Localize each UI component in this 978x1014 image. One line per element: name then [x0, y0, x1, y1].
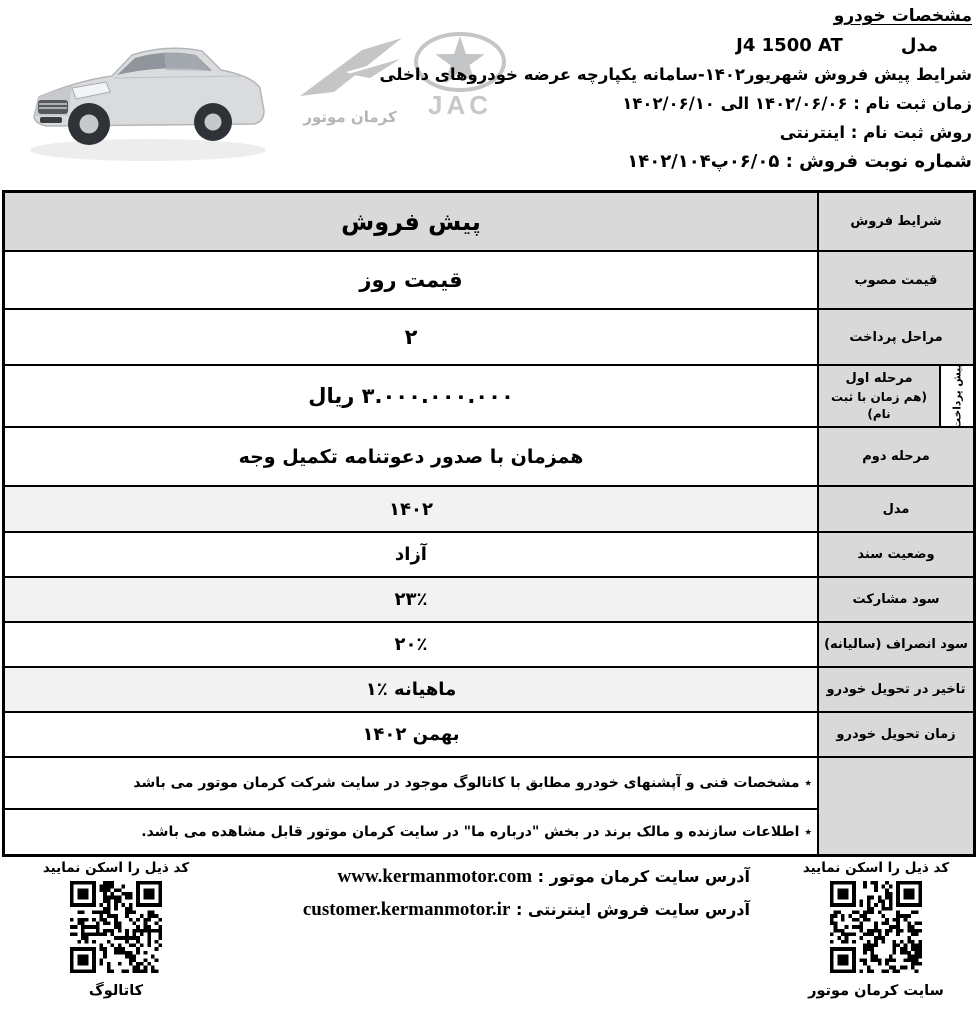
table-row-delivery-time — [5, 711, 973, 756]
table-row-second-stage — [5, 426, 973, 485]
qr-left-title: کد ذیل را اسکن نمایید — [42, 860, 190, 876]
page-title: مشخصات خودرو — [833, 6, 972, 26]
footnotes-label-cell — [817, 758, 973, 854]
sale-turn-number-line: شماره نوبت فروش : ۰۶/۰۵پ۱۴۰۲/۱۰۴ — [627, 151, 972, 172]
model-value: J4 1500 AT — [736, 35, 843, 56]
first-stage-label-group — [817, 363, 973, 429]
presale-conditions-table — [2, 190, 976, 857]
footnotes-block — [5, 756, 973, 854]
table-row-participation-profit — [5, 576, 973, 621]
kerman-motor-logo-text: کرمان موتور — [303, 108, 397, 126]
row-label — [819, 366, 939, 426]
qr-block-catalog — [18, 860, 214, 999]
table-row-cancellation-profit — [5, 621, 973, 666]
row-value: پیش فروش — [5, 193, 817, 250]
table-row-sale-conditions — [5, 193, 973, 250]
registration-time-line: زمان ثبت نام : ۱۴۰۲/۰۶/۰۶ الی ۱۴۰۲/۰۶/۱۰ — [622, 94, 972, 113]
row-label: سود مشارکت — [817, 578, 973, 621]
table-row-delivery-delay — [5, 666, 973, 711]
row-value: ۱۴۰۲ — [5, 487, 817, 531]
table-row-document-status — [5, 531, 973, 576]
footnote-brand-owner: ٭ اطلاعات سازنده و مالک برند در بخش "درباره ما" در سایت کرمان موتور قابل مشاهده می باشد. — [5, 808, 817, 854]
row-label: مراحل پرداخت — [817, 310, 973, 364]
row-label: وضعیت سند — [817, 533, 973, 576]
row-value: قیمت روز — [359, 268, 463, 292]
row-label: شرایط فروش — [817, 193, 973, 250]
row-label: قیمت مصوب — [817, 252, 973, 308]
row-label: تاخیر در تحویل خودرو — [817, 668, 973, 711]
table-row-payment-stages — [5, 308, 973, 364]
table-row-approved-price — [5, 250, 973, 308]
qr-right-title: کد ذیل را اسکن نمایید — [802, 860, 950, 876]
prepayment-vertical-label: پیش پرداخت — [951, 363, 963, 429]
car-illustration — [14, 18, 282, 170]
prepayment-vertical-cell — [939, 363, 973, 429]
row-label: مدل — [817, 487, 973, 531]
row-value: بهمن ۱۴۰۲ — [362, 724, 460, 745]
row-value: ۲۰٪ — [394, 634, 428, 655]
car-photo — [14, 18, 282, 170]
website-address-line — [303, 860, 750, 893]
footnotes-column — [5, 758, 817, 854]
sales-address-line — [303, 893, 750, 926]
sale-conditions-line: شرایط پیش فروش شهریور۱۴۰۲-سامانه یکپارچه عرضه خودروهای داخلی — [379, 65, 972, 84]
model-line — [488, 31, 972, 60]
website-address-label: آدرس سایت کرمان موتور : — [532, 867, 750, 886]
row-value: آزاد — [395, 544, 427, 565]
row-label: مرحله دوم — [817, 428, 973, 485]
model-label: مدل — [900, 35, 938, 56]
row-label: سود انصراف (سالیانه) — [817, 623, 973, 666]
table-row-model-year — [5, 485, 973, 531]
qr-code-catalog — [70, 881, 162, 973]
row-value: ۲۳٪ — [5, 578, 817, 621]
footnote-specs: ٭ مشخصات فنی و آپشنهای خودرو مطابق با کاتالوگ موجود در سایت شرکت کرمان موتور می باشد — [133, 775, 812, 791]
row-value: ۲ — [404, 325, 418, 349]
qr-code-website — [830, 881, 922, 973]
registration-method-line: روش ثبت نام : اینترنتی — [779, 123, 972, 142]
website-url: www.kermanmotor.com — [337, 866, 533, 887]
table-row-first-stage — [5, 363, 973, 429]
qr-block-website — [782, 860, 970, 999]
first-stage-label: مرحله اول — [845, 370, 913, 386]
jac-logo-text: JAC — [427, 90, 493, 120]
qr-left-caption: کاتالوگ — [88, 983, 144, 999]
row-value: همزمان با صدور دعوتنامه تکمیل وجه — [238, 445, 584, 468]
footer-addresses — [303, 860, 750, 926]
sales-address-label: آدرس سایت فروش اینترنتی : — [510, 900, 750, 919]
qr-right-caption: سایت کرمان موتور — [808, 983, 944, 999]
row-label: زمان تحویل خودرو — [817, 713, 973, 756]
row-value: ماهیانه ٪۱ — [5, 668, 817, 711]
row-value: ۳.۰۰۰.۰۰۰.۰۰۰ ریال — [308, 384, 514, 408]
first-stage-sublabel: (هم زمان با ثبت نام) — [831, 389, 927, 421]
sales-url: customer.kermanmotor.ir — [302, 899, 511, 920]
